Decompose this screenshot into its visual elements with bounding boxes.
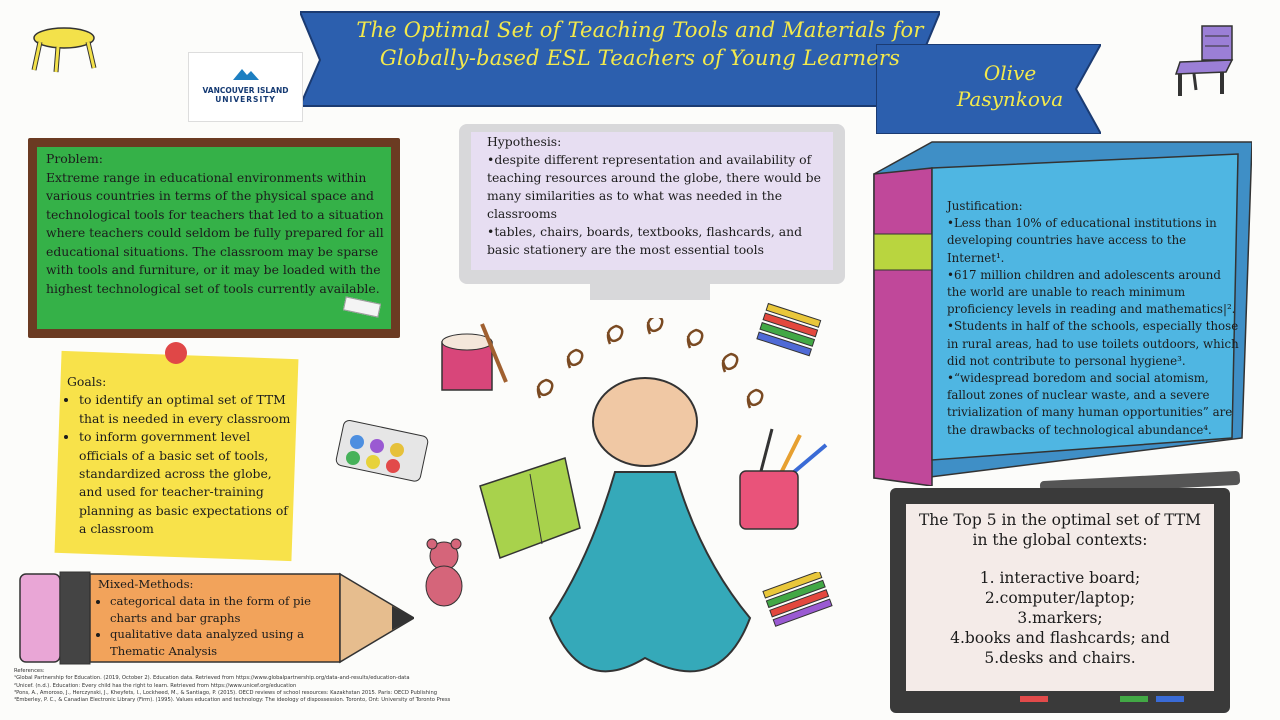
problem-section	[46, 150, 384, 298]
top5-item: 1. interactive board;	[979, 569, 1141, 587]
poster-title	[330, 16, 950, 72]
monitor-stand	[590, 284, 710, 300]
drum-icon	[432, 322, 512, 402]
goals-item: • to identify an optimal set of TTM that is needed in every classroom	[79, 391, 292, 428]
goals-section	[67, 373, 292, 539]
goals-item: • to inform government level officials of a basic set of tools, standardized across the globe, and used for teacher-training planning as basic expectations of a classroom	[79, 428, 292, 538]
top5-item: 2.computer/laptop;	[984, 589, 1136, 607]
marker-set-icon	[762, 572, 834, 628]
top5-heading: The Top 5 in the optimal set of TTM in the global contexts:	[918, 511, 1202, 549]
board-markers	[1020, 696, 1200, 704]
chair-icon	[1172, 22, 1242, 98]
title-line-2: Globally-based ESL Teachers of Young Learners	[379, 46, 901, 70]
top5-item: 5.desks and chairs.	[984, 649, 1136, 667]
justification-section	[947, 198, 1239, 439]
justification-item: •Less than 10% of educational institutions in developing countries have access to the Internet¹.	[947, 216, 1217, 265]
methods-section	[98, 576, 333, 660]
mountain-logo-icon	[233, 67, 259, 81]
justification-item: •“widespread boredom and social atomism, fallout zones of nuclear waste, and a severe trivialization of many human opportunities” are the drawbacks of technological abundance⁴.	[947, 371, 1233, 437]
hypothesis-section	[487, 133, 827, 259]
logo-text-line-2: UNIVERSITY	[215, 95, 276, 104]
reference-item: ³Pons, A., Amoroso, J., Herczynski, J., Kheyfets, I., Lockheed, M., & Santiago, P. (2015). OECD reviews of school resources: Kazakhstan 2015. Paris: OECD Publishing	[14, 689, 438, 696]
references-section	[14, 668, 514, 704]
paint-palette-icon	[335, 418, 431, 488]
pencil-cup-icon	[730, 425, 830, 535]
methods-item: • qualitative data analyzed using a Thematic Analysis	[110, 626, 333, 660]
teddy-bear-icon	[414, 536, 474, 608]
reference-item: ⁴Emberley, P. C., & Canadian Electronic Library (Firm). (1995). Values education and technology: The ideology of dispossession. Toronto, Ont: University of Toronto Press	[14, 697, 451, 704]
justification-item: •617 million children and adolescents around the world are unable to reach minimum proficiency levels in reading and mathematics|².	[947, 267, 1236, 317]
justification-heading: Justification:	[947, 199, 1023, 213]
author-first-name: Olive	[983, 61, 1037, 85]
logo-text-line-1: VANCOUVER ISLAND	[202, 86, 289, 95]
justification-item: •Students in half of the schools, especially those in rural areas, had to use toilets outdoors, which did not contribute to personal hygiene³.	[947, 319, 1239, 368]
top5-item: 3.markers;	[1017, 609, 1103, 627]
hypothesis-heading: Hypothesis:	[487, 134, 562, 149]
author-last-name: Pasynkova	[956, 87, 1064, 111]
hypothesis-item: •tables, chairs, boards, textbooks, flashcards, and basic stationery are the most essential tools	[487, 224, 803, 257]
methods-heading: Mixed-Methods:	[98, 577, 194, 591]
reference-item: ²Unicef. (n.d.). Education: Every child has the right to learn. Retrieved from https://www.unicef.org/education	[14, 682, 297, 689]
crayons-icon	[755, 300, 825, 370]
title-line-1: The Optimal Set of Teaching Tools and Materials for	[356, 18, 924, 42]
problem-body: Extreme range in educational environments within various countries in terms of the physical space and technological tools for teachers that led to a situation where teachers could seldom be fully prepared for all educational situations. The classroom may be sparse with tools and furniture, or it may be loaded with the highest technological set of tools currently available.	[46, 169, 384, 296]
goals-heading: Goals:	[67, 374, 107, 389]
top5-section	[910, 510, 1210, 668]
author-name	[930, 60, 1090, 112]
problem-heading: Problem:	[46, 151, 103, 166]
methods-item: • categorical data in the form of pie charts and bar graphs	[110, 593, 333, 627]
reference-item: ¹Global Partnership for Education. (2019, October 2). Education data. Retrieved from https://www.globalpartnership.org/data-and-results/education-data	[14, 675, 410, 682]
university-logo	[188, 52, 303, 122]
pushpin-icon	[165, 342, 187, 364]
stool-icon	[30, 22, 100, 74]
hypothesis-item: •despite different representation and availability of teaching resources around the globe, there would be many similarities as to what was needed in the classrooms	[487, 152, 821, 221]
top5-item: 4.books and flashcards; and	[950, 629, 1170, 647]
references-heading: References:	[14, 668, 45, 674]
